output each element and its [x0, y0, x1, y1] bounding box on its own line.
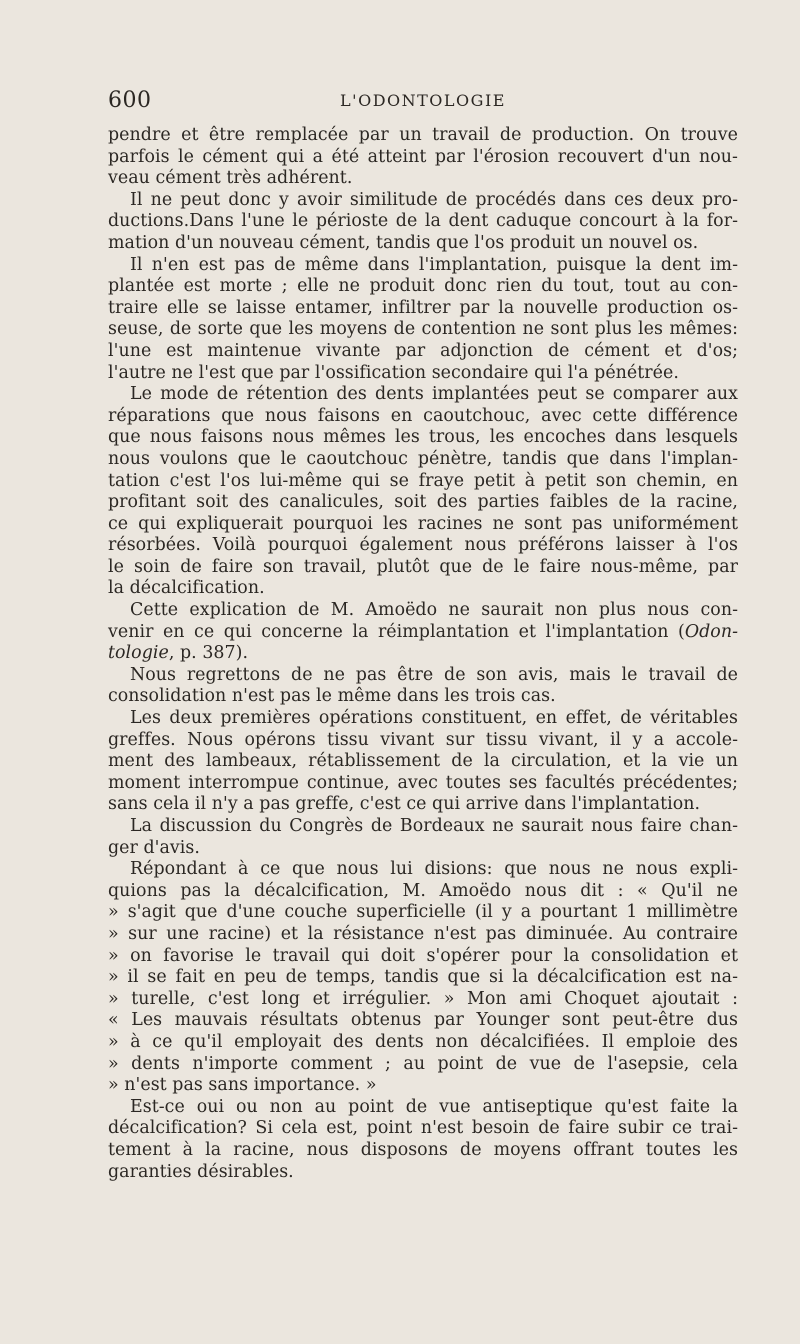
text-line: plantée est morte ; elle ne produit donc rien du tout, tout au con- [108, 276, 738, 297]
text-line: l'autre ne l'est que par l'ossification secondaire qui l'a pénétrée. [108, 362, 679, 383]
text-line: Il n'en est pas de même dans l'implantation, puisque la dent im- [130, 254, 738, 275]
text-line: mation d'un nouveau cément, tandis que l'os produit un nouvel os. [108, 232, 699, 253]
text-line: Est-ce oui ou non au point de vue antiseptique qu'est faite la [130, 1096, 738, 1117]
text-line: ce qui expliquerait pourquoi les racines ne sont pas uniformément [108, 513, 738, 534]
text-line: Le mode de rétention des dents implantées peut se comparer aux [130, 384, 738, 405]
text-line: Répondant à ce que nous lui disions: que nous ne nous expli- [130, 859, 738, 880]
text-line: » à ce qu'il employait des dents non décalcifiées. Il emploie des [108, 1031, 738, 1052]
text-line: » dents n'importe comment ; au point de vue de l'asepsie, cela [108, 1053, 738, 1074]
text-line: consolidation n'est pas le même dans les trois cas. [108, 686, 556, 707]
text-line: tation c'est l'os lui-même qui se fraye petit à petit son chemin, en [108, 470, 738, 491]
text-line: » turelle, c'est long et irrégulier. » Mon ami Choquet ajoutait : [108, 988, 738, 1009]
text-line: » il se fait en peu de temps, tandis que si la décalcification est na- [108, 967, 738, 988]
text-line: sans cela il n'y a pas greffe, c'est ce qui arrive dans l'implantation. [108, 794, 701, 815]
text-line: réparations que nous faisons en caoutchouc, avec cette différence [108, 405, 738, 426]
text-line: quions pas la décalcification, M. Amoëdo nous dit : « Qu'il ne [108, 880, 738, 901]
text-line: » on favorise le travail qui doit s'opérer pour la consolidation et [108, 945, 738, 966]
text-line: pendre et être remplacée par un travail de production. On trouve [108, 125, 738, 145]
text-line: tologie, p. 387). [108, 643, 249, 664]
text-line: profitant soit des canalicules, soit des parties faibles de la racine, [108, 492, 738, 513]
page-header [108, 88, 738, 116]
text-line: veau cément très adhérent. [108, 168, 353, 189]
text-line: le soin de faire son travail, plutôt que de le faire nous-même, par [108, 556, 738, 577]
text-line: que nous faisons nous mêmes les trous, les encoches dans lesquels [108, 427, 738, 448]
text-line: Cette explication de M. Amoëdo ne saurait non plus nous con- [130, 600, 738, 621]
text-line: » n'est pas sans importance. » [108, 1075, 377, 1096]
text-line: parfois le cément qui a été atteint par l'érosion recouvert d'un nou- [108, 146, 738, 167]
text-line: « Les mauvais résultats obtenus par Younger sont peut-être dus [108, 1010, 738, 1031]
running-title: L'ODONTOLOGIE [340, 91, 506, 110]
text-line: Il ne peut donc y avoir similitude de procédés dans ces deux pro- [130, 189, 738, 210]
text-line: tement à la racine, nous disposons de moyens offrant toutes les [108, 1139, 738, 1160]
text-line: décalcification? Si cela est, point n'est besoin de faire subir ce trai- [108, 1118, 738, 1139]
text-line: » sur une racine) et la résistance n'est pas diminuée. Au contraire [108, 923, 738, 944]
text-line: seuse, de sorte que les moyens de contention ne sont plus les mêmes: [108, 319, 738, 340]
text-line: résorbées. Voilà pourquoi également nous préférons laisser à l'os [108, 535, 738, 556]
text-line: Nous regrettons de ne pas être de son avis, mais le travail de [130, 664, 738, 685]
text-line: La discussion du Congrès de Bordeaux ne saurait nous faire chan- [130, 816, 738, 836]
text-line: la décalcification. [108, 578, 265, 599]
text-line: ger d'avis. [108, 837, 200, 858]
text-line: Les deux premières opérations constituent, en effet, de véritables [130, 708, 738, 729]
body-text [108, 125, 738, 1183]
text-line: moment interrompue continue, avec toutes ses facultés précédentes; [108, 772, 738, 793]
page-number: 600 [108, 88, 152, 113]
text-line: ductions.Dans l'une le périoste de la dent caduque concourt à la for- [108, 211, 738, 232]
text-line: » s'agit que d'une couche superficielle (il y a pourtant 1 millimètre [108, 902, 738, 923]
text-line: nous voulons que le caoutchouc pénètre, tandis que dans l'implan- [108, 448, 738, 469]
text-line: garanties désirables. [108, 1161, 294, 1182]
text-line: venir en ce qui concerne la réimplantation et l'implantation (Odon- [108, 621, 738, 642]
text-line: l'une est maintenue vivante par adjonction de cément et d'os; [108, 340, 738, 361]
text-line: ment des lambeaux, rétablissement de la circulation, et la vie un [108, 751, 738, 772]
text-line: traire elle se laisse entamer, infiltrer par la nouvelle production os- [108, 297, 738, 318]
text-line: greffes. Nous opérons tissu vivant sur tissu vivant, il y a accole- [108, 729, 738, 750]
